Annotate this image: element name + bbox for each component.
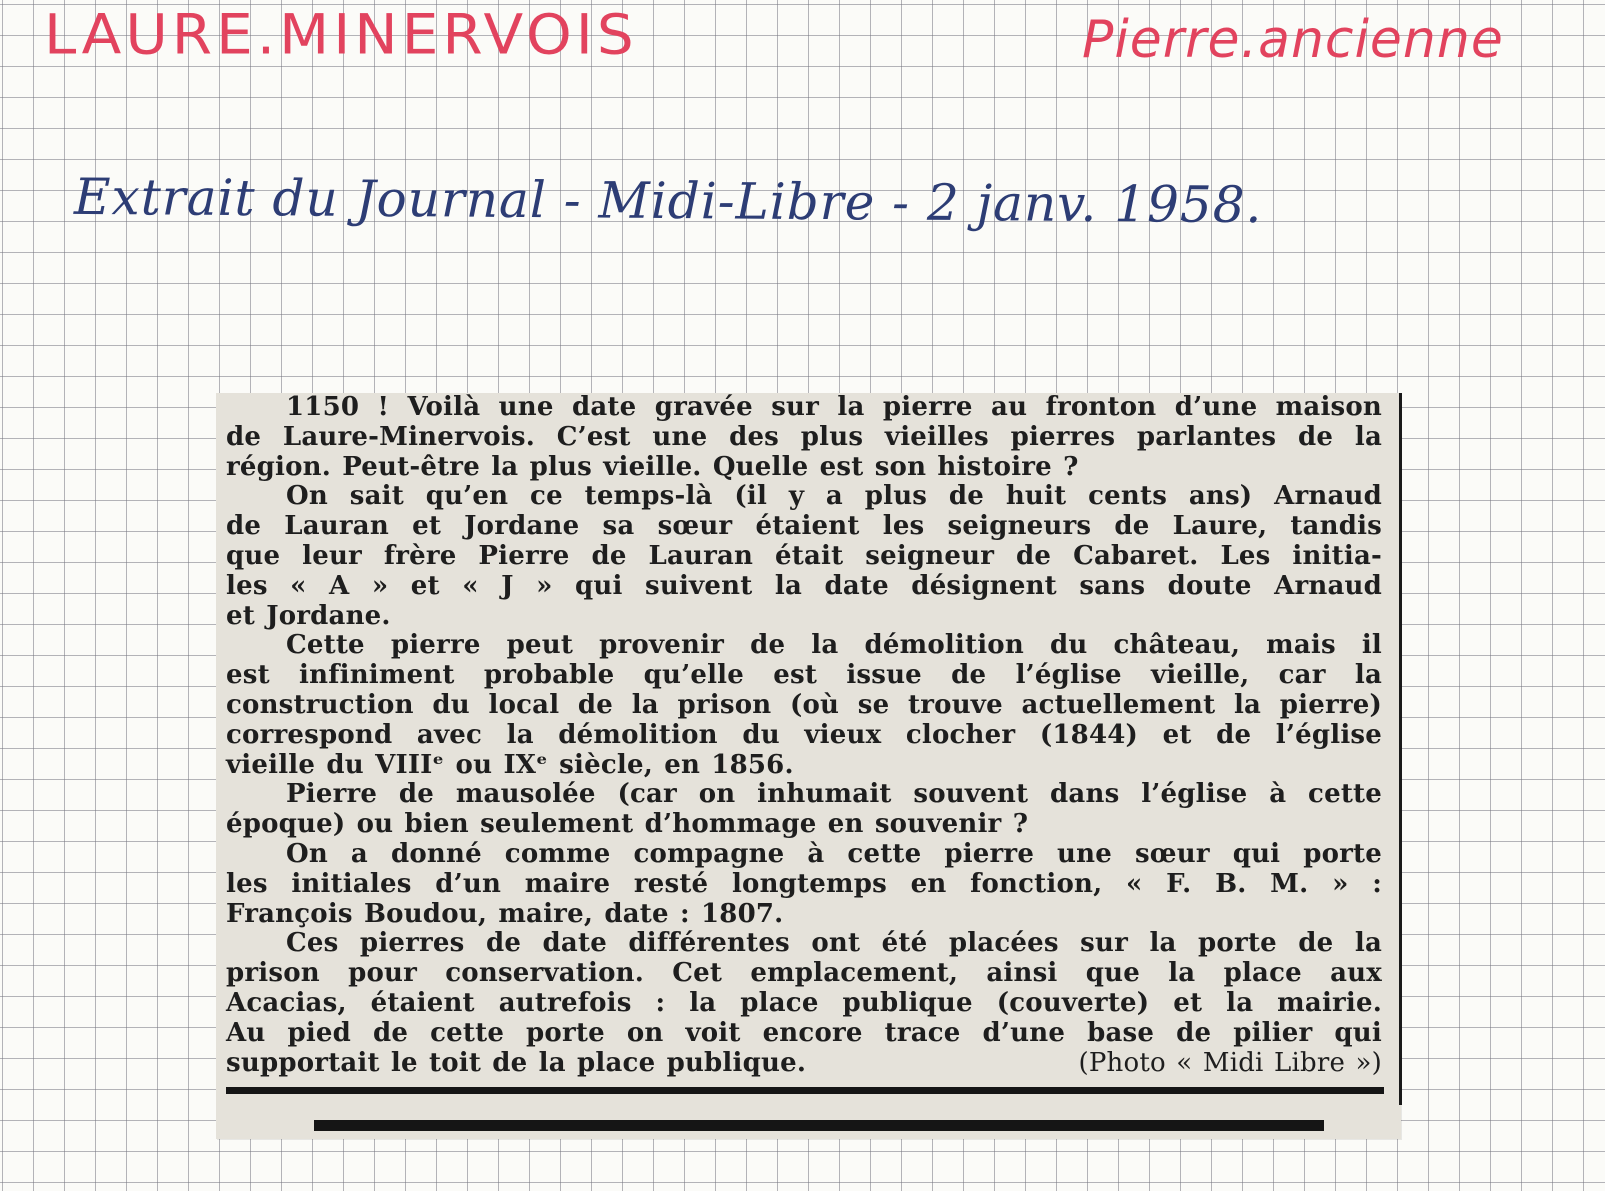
- article-line: région. Peut-être la plus vieille. Quelle est son histoire ?: [226, 451, 1079, 482]
- clipping-right-border: [1399, 393, 1402, 1105]
- article-line: Pierre de mausolée (car on inhumait souvent dans l’église à cette: [286, 779, 1382, 810]
- article-line: correspond avec la démolition du vieux clocher (1844) et de l’église: [226, 719, 1382, 750]
- article-final-line: [226, 1049, 1382, 1079]
- article-line: de Lauran et Jordane sa sœur étaient les seigneurs de Laure, tandis: [226, 511, 1382, 542]
- article-line: Acacias, étaient autrefois : la place publique (couverte) et la mairie.: [226, 987, 1382, 1018]
- article-line: Ces pierres de date différentes ont été placées sur la porte de la: [286, 928, 1382, 959]
- photo-credit: (Photo « Midi Libre »): [1078, 1047, 1382, 1078]
- article-line: Au pied de cette porte on voit encore trace d’une base de pilier qui: [226, 1017, 1382, 1048]
- article-line: les « A » et « J » qui suivent la date désignent sans doute Arnaud: [226, 570, 1382, 601]
- handwritten-subject: Pierre.ancienne: [1082, 10, 1504, 70]
- article-line: On sait qu’en ce temps-là (il y a plus de huit cents ans) Arnaud: [286, 481, 1382, 512]
- article-text: [226, 393, 1382, 1078]
- article-line: que leur frère Pierre de Lauran était seigneur de Cabaret. Les initia-: [226, 540, 1382, 571]
- article-line: est infiniment probable qu’elle est issue de l’église vieille, car la: [226, 660, 1382, 691]
- article-line: Cette pierre peut provenir de la démolition du château, mais il: [286, 630, 1382, 661]
- article-line: les initiales d’un maire resté longtemps en fonction, « F. B. M. » :: [226, 868, 1382, 899]
- article-line: On a donné comme compagne à cette pierre une sœur qui porte: [286, 838, 1382, 869]
- newspaper-clipping: [216, 393, 1401, 1139]
- separator-rule: [226, 1087, 1384, 1094]
- article-line: de Laure-Minervois. C’est une des plus vieilles pierres parlantes de la: [226, 421, 1382, 452]
- handwritten-source-note: Extrait du Journal - Midi-Libre - 2 janv. 1958.: [73, 167, 1263, 235]
- bottom-rule: [314, 1120, 1324, 1131]
- article-line: François Boudou, maire, date : 1807.: [226, 898, 784, 929]
- article-line: époque) ou bien seulement d’hommage en souvenir ?: [226, 809, 1029, 840]
- article-line: construction du local de la prison (où se trouve actuellement la pierre): [226, 689, 1382, 720]
- handwritten-title: LAURE.MINERVOIS: [44, 2, 638, 67]
- article-line: vieille du VIIIᵉ ou IXᵉ siècle, en 1856.: [226, 749, 794, 780]
- article-line: prison pour conservation. Cet emplacement, ainsi que la place aux: [226, 958, 1382, 989]
- article-line: supportait le toit de la place publique.: [226, 1047, 807, 1078]
- article-line: 1150 ! Voilà une date gravée sur la pierre au fronton d’une maison: [286, 392, 1382, 422]
- article-line: et Jordane.: [226, 600, 391, 631]
